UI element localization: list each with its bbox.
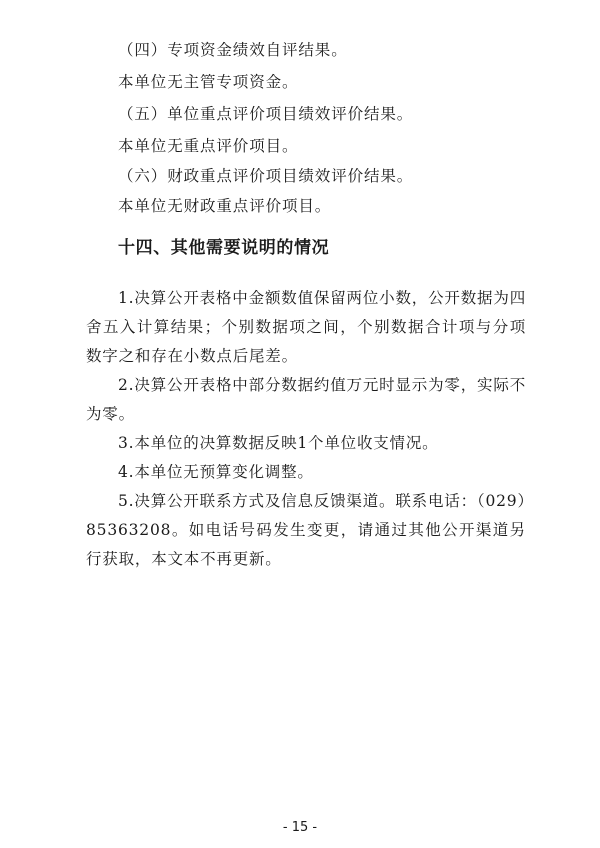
- note-3: 3.本单位的决算数据反映1个单位收支情况。: [118, 434, 439, 452]
- subsection-6-title: （六）财政重点评价项目绩效评价结果。: [118, 167, 414, 185]
- note-4: 4.本单位无预算变化调整。: [118, 463, 314, 481]
- notes-body: [86, 284, 526, 574]
- page-number: - 15 -: [282, 820, 318, 835]
- section-14-heading: 十四、其他需要说明的情况: [118, 238, 330, 258]
- subsection-5-title: （五）单位重点评价项目绩效评价结果。: [118, 105, 414, 123]
- subsection-4-title: （四）专项资金绩效自评结果。: [118, 41, 348, 59]
- note-1: 1.决算公开表格中金额数值保留两位小数，公开数据为四舍五入计算结果；个别数据项之间，个别数据合计项与分项数字之和存在小数点后尾差。: [86, 289, 526, 365]
- subsection-6-text: 本单位无财政重点评价项目。: [118, 197, 332, 215]
- subsection-5-text: 本单位无重点评价项目。: [118, 137, 299, 155]
- note-2: 2.决算公开表格中部分数据约值万元时显示为零，实际不为零。: [86, 376, 526, 423]
- note-5: 5.决算公开联系方式及信息反馈渠道。联系电话：（029）85363208。如电话号码发生变更，请通过其他公开渠道另行获取，本文本不再更新。: [86, 492, 526, 568]
- subsection-4-text: 本单位无主管专项资金。: [118, 73, 299, 91]
